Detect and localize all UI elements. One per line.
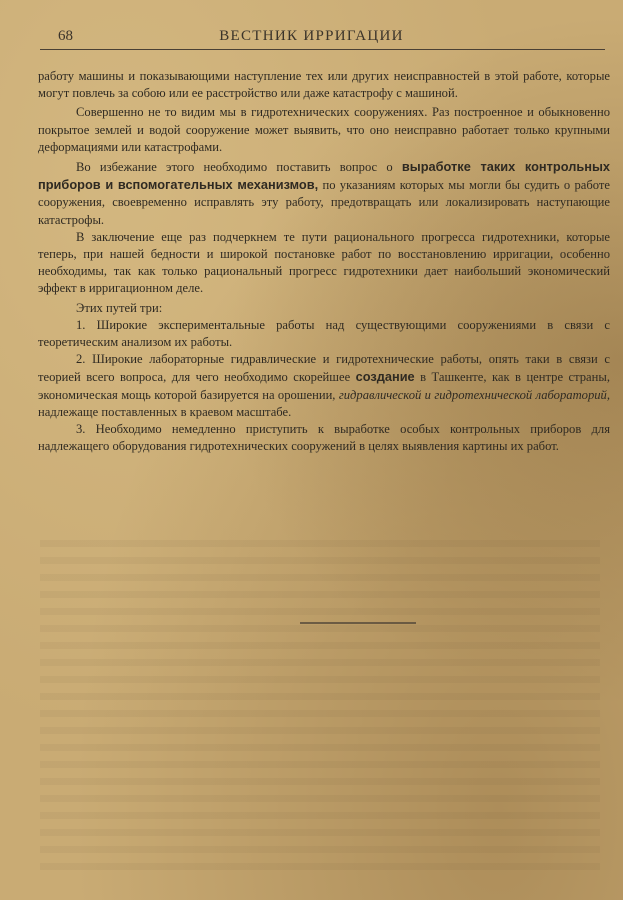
running-title: ВЕСТНИК ИРРИГАЦИИ [219,28,404,44]
paragraph-3-emphasis: выработке таких контрольных приборов и вспомогательных механизмов, [38,159,610,193]
paragraph-3 [38,158,610,229]
list-item-2-text-b: в Ташкенте, как в центре страны, экономическая мощь которой базируется на орошении, [38,370,610,402]
end-of-article-rule [300,622,416,624]
list-item-1: 1. Широкие экспериментальные работы над существующими сооружениями в связи с теоретическим анализом их работы. [38,317,610,350]
list-item-3: 3. Необходимо немедленно приступить к выработке особых контрольных приборов для надлежащего оборудования гидротехнических сооружений в целях выявления картины их работ. [38,422,610,454]
page-header [40,28,583,50]
paragraph-3-text-b: по указаниям которых мы могли бы судить о работе сооружения, своевременно исправлять эту работу, предотвращать или локализировать наступающие катастрофы. [38,178,610,227]
list-item-2-italic: гидравлической и гидротехнической лабораторий, [338,387,611,402]
article-body [38,68,610,455]
list-item-2-emphasis: создание [355,369,415,385]
paragraph-5: Этих путей три: [76,300,163,315]
paragraph-1: работу машины и показывающими наступление тех или других неисправностей в этой работе, которые могут повлечь за собою или ее расстройство или даже катастрофу с машиной. [38,69,610,101]
list-item-2-text-c: надлежаще поставленных в краевом масштабе. [38,404,292,419]
list-item-2 [38,351,610,421]
paragraph-3-text-a: Во избежание этого необходимо поставить вопрос о [76,160,393,175]
paragraph-2: Совершенно не то видим мы в гидротехнических сооружениях. Раз построенное и обыкновенно покрытое землей и водой сооружение может выявить, что оно неисправно работает только крупными деформациями или катастрофами. [38,105,610,154]
list-item-2-text-a: 2. Широкие лабораторные гидравлические и гидротехнические работы, опять таки в связи с теорией всего вопроса, для чего необходимо скорейшее [38,352,610,385]
bleed-through-texture [40,540,600,870]
page-number: 68 [58,28,73,44]
paragraph-4: В заключение еще раз подчеркнем те пути рационального прогресса гидротехники, которые теперь, при нашей бедности и широкой постановке работ по восстановлению ирригации, особенно необходимы, так как только рациональный прогресс гидротехники дает наибольший экономический эффект в ирригационном деле. [38,229,610,296]
header-rule [40,49,605,50]
